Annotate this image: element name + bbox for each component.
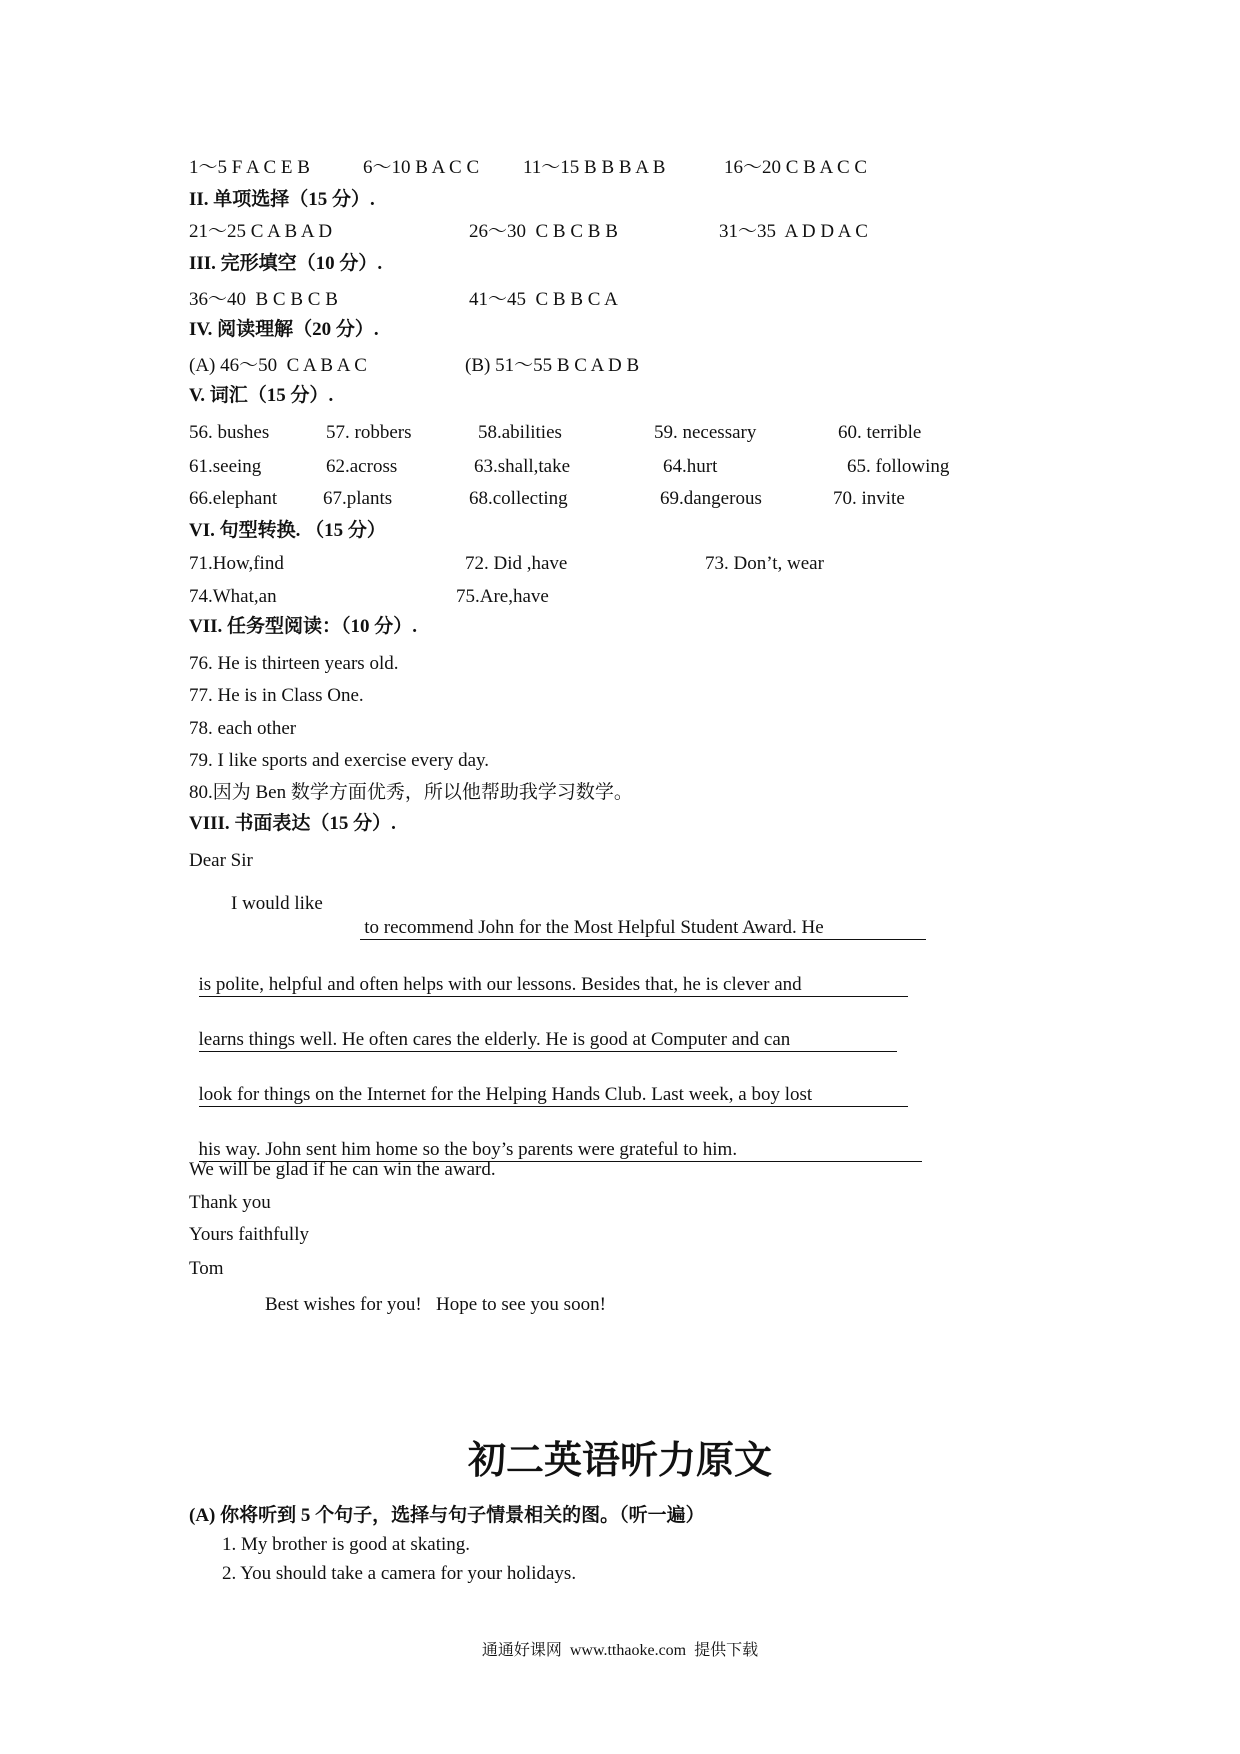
answer-group-26-30: 26～30 C B C B B <box>469 221 618 242</box>
vocab-answer: 68.collecting <box>469 488 568 509</box>
task-reading-answer: 76. He is thirteen years old. <box>189 653 399 674</box>
page-footer: 通通好课网 www.tthaoke.com 提供下载 <box>481 1642 759 1659</box>
answer-group-16-20: 16～20 C B A C C <box>724 157 868 178</box>
listening-title: 初二英语听力原文 <box>467 1438 772 1482</box>
transform-answer: 71.How,find <box>189 553 284 574</box>
vocab-answer: 65. following <box>847 456 950 477</box>
letter-signature: Tom <box>189 1258 224 1279</box>
vocab-answer: 59. necessary <box>654 422 757 443</box>
answer-group-31-35: 31～35 A D D A C <box>719 221 868 242</box>
vocab-answer: 67.plants <box>323 488 393 509</box>
vocab-answer: 69.dangerous <box>660 488 762 509</box>
vocab-answer: 60. terrible <box>838 422 922 443</box>
answer-group-41-45: 41～45 C B B C A <box>469 289 618 310</box>
letter-opening: I would like <box>231 893 323 914</box>
vocab-answer: 70. invite <box>833 488 905 509</box>
transform-answer: 72. Did ,have <box>465 553 568 574</box>
letter-underlined-line: to recommend John for the Most Helpful Student Award. He <box>360 917 926 940</box>
transform-answer: 74.What,an <box>189 586 277 607</box>
section-heading-2: II. 单项选择（15 分）. <box>189 189 375 210</box>
answer-group-1-5: 1～5 F A C E B <box>189 157 310 178</box>
letter-underlined-line: look for things on the Internet for the Helping Hands Club. Last week, a boy lost <box>199 1084 908 1107</box>
section-heading-7: VII. 任务型阅读：（10 分）. <box>189 616 418 637</box>
answer-group-46-50: (A) 46～50 C A B A C <box>189 355 367 376</box>
vocab-answer: 58.abilities <box>478 422 562 443</box>
vocab-answer: 56. bushes <box>189 422 270 443</box>
task-reading-answer: 78. each other <box>189 718 297 739</box>
section-heading-5: V. 词汇（15 分）. <box>189 385 334 406</box>
section-heading-3: III. 完形填空（10 分）. <box>189 253 383 274</box>
answer-group-11-15: 11～15 B B B A B <box>523 157 666 178</box>
task-reading-answer: 77. He is in Class One. <box>189 685 364 706</box>
answer-group-6-10: 6～10 B A C C <box>363 157 480 178</box>
task-reading-answer: 80.因为 Ben 数学方面优秀，所以他帮助我学习数学。 <box>189 782 633 803</box>
letter-salutation: Dear Sir <box>189 850 253 871</box>
vocab-answer: 61.seeing <box>189 456 262 477</box>
section-heading-4: IV. 阅读理解（20 分）. <box>189 319 379 340</box>
listening-part-a-instruction: (A) 你将听到 5 个句子，选择与句子情景相关的图。（听一遍） <box>189 1505 705 1526</box>
vocab-answer: 63.shall,take <box>474 456 571 477</box>
answer-group-36-40: 36～40 B C B C B <box>189 289 338 310</box>
section-heading-8: VIII. 书面表达（15 分）. <box>189 813 396 834</box>
vocab-answer: 66.elephant <box>189 488 278 509</box>
transform-answer: 75.Are,have <box>456 586 549 607</box>
letter-postscript: Best wishes for you! Hope to see you soon! <box>265 1294 606 1315</box>
transform-answer: 73. Don’t, wear <box>705 553 824 574</box>
answer-group-51-55: (B) 51～55 B C A D B <box>465 355 640 376</box>
vocab-answer: 64.hurt <box>663 456 718 477</box>
task-reading-answer: 79. I like sports and exercise every day. <box>189 750 490 771</box>
letter-closing-line: We will be glad if he can win the award. <box>189 1159 496 1180</box>
listening-sentence: 1. My brother is good at skating. <box>222 1534 471 1555</box>
listening-sentence: 2. You should take a camera for your holidays. <box>222 1563 577 1584</box>
letter-closing-line: Thank you <box>189 1192 271 1213</box>
vocab-answer: 62.across <box>326 456 398 477</box>
vocab-answer: 57. robbers <box>326 422 412 443</box>
section-heading-6: VI. 句型转换. （15 分） <box>189 520 386 541</box>
letter-underlined-line: his way. John sent him home so the boy’s parents were grateful to him. <box>199 1139 922 1162</box>
letter-underlined-line: learns things well. He often cares the elderly. He is good at Computer and can <box>199 1029 897 1052</box>
letter-closing-line: Yours faithfully <box>189 1224 309 1245</box>
letter-underlined-line: is polite, helpful and often helps with our lessons. Besides that, he is clever and <box>199 974 908 997</box>
answer-group-21-25: 21～25 C A B A D <box>189 221 333 242</box>
